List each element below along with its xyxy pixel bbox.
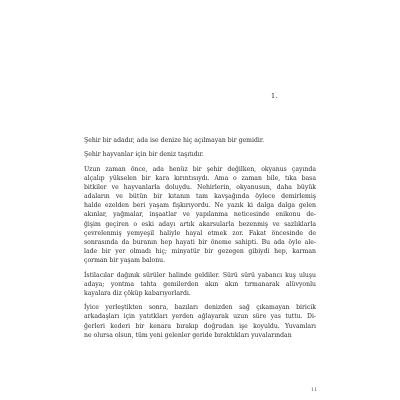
text-line: Şehir hayvanlar için bir deniz taşıtıdır. xyxy=(84,151,204,159)
paragraph xyxy=(84,271,316,298)
body-text xyxy=(84,136,316,345)
text-line: ğişim geçiren o eski adayı artık akarsularla bezenmiş ve sazlıklarla xyxy=(84,220,316,228)
paragraph xyxy=(84,303,316,340)
chapter-number: 1. xyxy=(271,92,279,100)
page-number: 11 xyxy=(311,387,318,393)
text-line: İstilacılar dağınık sürüler halinde geldiler. Sürü sürü yabancı kuş uluşu xyxy=(84,271,316,279)
text-line: sonrasında da buranın hep hayati bir öneme sahipti. Bu ada öyle ale- xyxy=(84,238,316,246)
text-line: ne olursa olsun, tüm yeni gelenler geride bıraktıkları yuvalarından xyxy=(84,331,292,339)
paragraph xyxy=(84,165,316,266)
text-line: adaya; yontma tahta gemilerden akın akın tırmanarak alüvyonlu xyxy=(84,280,316,288)
text-line: arkadaşları için yatıtkları yerden ağlayarak uzun süre yas tuttu. Di- xyxy=(84,313,316,321)
text-line: Şehir bir adadır, ada ise denize hiç açılmayan bir gemidir. xyxy=(84,137,265,144)
text-line: halde ezelden beri yaşam fışkırıyordu. Ne yazık ki dalga dalga gelen xyxy=(84,202,316,210)
text-line: çorman bir yaşam balonu. xyxy=(84,257,166,265)
paragraph xyxy=(84,150,316,159)
text-line: çevrelenmiş yemyeşil haliyle hayal etmek zor. Fakat öncesinde de xyxy=(84,229,316,237)
text-line: İyice yerleştikten sonra, bazıları denizden sağ çıkamayan biricik xyxy=(84,304,316,312)
text-line: adaların ve bütün bir kıtanın tam kavşağında öylece demirlemiş xyxy=(84,193,316,201)
text-line: akınlar, yağmalar, inşaatlar ve yapılanma neticesinde enikonu de- xyxy=(84,211,316,219)
text-line: ğerleri kederi bir kenara bırakıp doğrudan işe koyuldu. Yuvamları xyxy=(84,322,316,330)
text-line: bitkiler ve hayvanlarla doluydu. Nehirlerin, okyanusun, daha büyük xyxy=(84,184,316,191)
text-line: alçalıp yükselen bir kara kırıntısıydı. Ama o zaman bile, tıka basa xyxy=(84,174,316,182)
text-line: lade bir yer olmadı hiç; minyatür bir gezegen gibiydi hep, karman xyxy=(84,248,316,256)
text-line: kayalara diz çöküp kabarıyorlardı. xyxy=(84,289,191,297)
paragraph xyxy=(84,136,316,145)
text-line: Uzun zaman önce, ada henüz bir şehir değilken, okyanus çayında xyxy=(84,165,316,173)
